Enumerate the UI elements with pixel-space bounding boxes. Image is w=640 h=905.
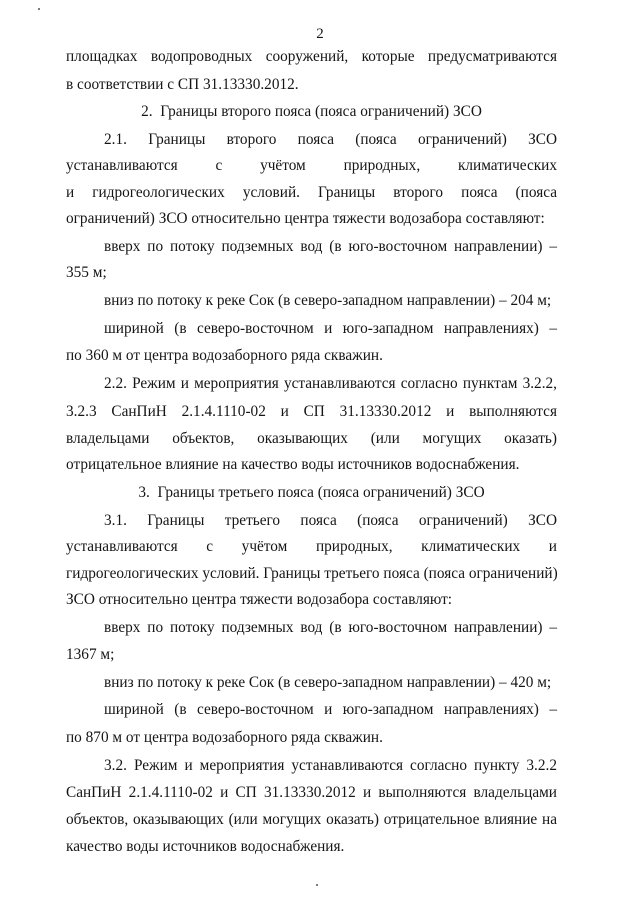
text-line: 3.2.3 СанПиН 2.1.4.1110-02 и СП 31.13330.2012 и выполняются — [66, 403, 557, 420]
text-line: владельцами объектов, оказывающих (или могущих оказать) — [66, 430, 557, 447]
text-line: 2.1. Границы второго пояса (пояса ограничений) ЗСО — [104, 131, 557, 148]
text-line: и гидрогеологических условий. Границы второго пояса (пояса — [66, 184, 557, 201]
text-line: объектов, оказывающих (или могущих оказать) отрицательное влияние на — [66, 811, 557, 828]
text-line: устанавливаются с учётом природных, климатических — [66, 157, 557, 174]
text-line: 355 м; — [66, 264, 107, 281]
text-line: шириной (в северо-восточном и юго-западном направлениях) – — [104, 320, 557, 337]
text-line: качество воды источников водоснабжения. — [66, 838, 345, 855]
text-line: площадках водопроводных сооружений, которые предусматриваются — [66, 48, 557, 65]
text-line: ограничений) ЗСО относительно центра тяжести водозабора составляют: — [66, 210, 545, 227]
text-line: шириной (в северо-восточном и юго-западном направлениях) – — [104, 701, 557, 718]
scan-speck — [316, 884, 318, 886]
text-line: гидрогеологических условий. Границы третьего пояса (пояса ограничений) — [66, 565, 558, 582]
text-line: вверх по потоку подземных вод (в юго-восточном направлении) – — [104, 238, 557, 255]
text-line: в соответствии с СП 31.13330.2012. — [66, 76, 299, 93]
text-line: СанПиН 2.1.4.1110-02 и СП 31.13330.2012 и выполняются владельцами — [66, 784, 557, 801]
text-line: по 360 м от центра водозаборного ряда скважин. — [66, 347, 383, 364]
text-line: 3.1. Границы третьего пояса (пояса ограничений) ЗСО — [104, 512, 557, 529]
text-line: по 870 м от центра водозаборного ряда скважин. — [66, 729, 383, 746]
text-line: вниз по потоку к реке Сок (в северо-западном направлении) – 420 м; — [104, 674, 552, 691]
text-line: 1367 м; — [66, 646, 115, 663]
page-number: 2 — [316, 26, 324, 42]
section-heading: 2. Границы второго пояса (пояса ограничений) ЗСО — [141, 103, 482, 120]
text-line: отрицательное влияние на качество воды источников водоснабжения. — [66, 456, 520, 473]
text-line: 3.2. Режим и мероприятия устанавливаются согласно пункту 3.2.2 — [104, 757, 557, 774]
scan-speck — [38, 8, 40, 10]
text-line: вниз по потоку к реке Сок (в северо-западном направлении) – 204 м; — [104, 292, 552, 309]
section-heading: 3. Границы третьего пояса (пояса ограничений) ЗСО — [138, 484, 485, 501]
text-line: 2.2. Режим и мероприятия устанавливаются согласно пунктам 3.2.2, — [104, 375, 557, 392]
text-line: вверх по потоку подземных вод (в юго-восточном направлении) – — [104, 619, 557, 636]
text-line: устанавливаются с учётом природных, климатических и — [66, 538, 557, 555]
text-line: ЗСО относительно центра тяжести водозабора составляют: — [66, 591, 453, 608]
